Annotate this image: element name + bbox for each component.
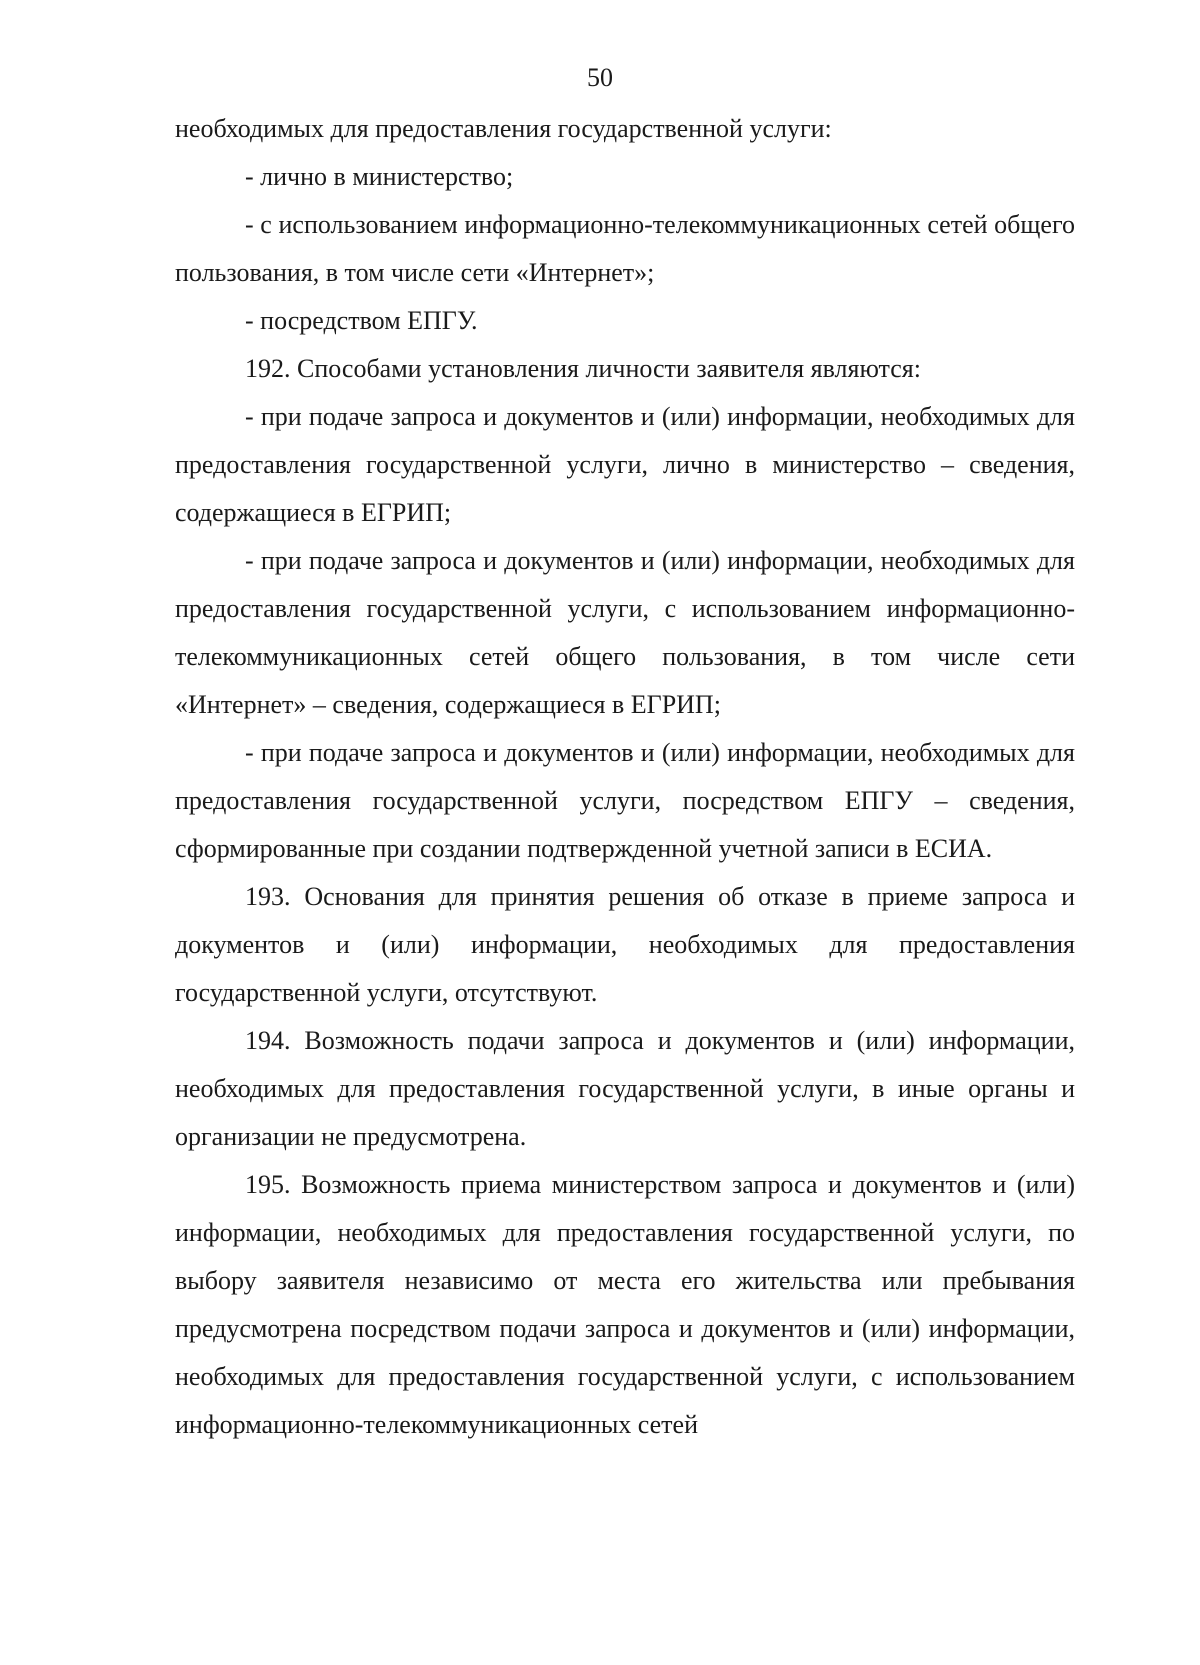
list-item-telecom-networks: - с использованием информационно-телекоммуникационных сетей общего пользования, в том числе сети «Интернет»; [175, 210, 1075, 287]
list-item-epgu: - посредством ЕПГУ. [245, 306, 478, 335]
list-item-identity-in-person: - при подаче запроса и документов и (или) информации, необходимых для предоставления государственной услуги, лично в министерство – сведения, содержащиеся в ЕГРИП; [175, 402, 1075, 527]
list-item-identity-epgu: - при подаче запроса и документов и (или) информации, необходимых для предоставления государственной услуги, посредством ЕПГУ – сведения, сформированные при создании подтвержденной учетной записи в ЕСИА. [175, 738, 1075, 863]
paragraph-194: 194. Возможность подачи запроса и документов и (или) информации, необходимых для предоставления государственной услуги, в иные органы и организации не предусмотрена. [175, 1026, 1075, 1151]
paragraph-193: 193. Основания для принятия решения об отказе в приеме запроса и документов и (или) информации, необходимых для предоставления государственной услуги, отсутствуют. [175, 882, 1075, 1007]
paragraph-195: 195. Возможность приема министерством запроса и документов и (или) информации, необходимых для предоставления государственной услуги, по выбору заявителя независимо от места его жительства или пребывания предусмотрена посредством подачи запроса и документов и (или) информации, необходимых для предоставления государственной услуги, с использованием информационно-телекоммуникационных сетей [175, 1170, 1075, 1439]
paragraph-continuation: необходимых для предоставления государственной услуги: [175, 114, 832, 143]
document-body [175, 105, 1075, 1449]
list-item-in-person: - лично в министерство; [245, 162, 514, 191]
page-number: 50 [587, 63, 613, 92]
list-item-identity-internet: - при подаче запроса и документов и (или) информации, необходимых для предоставления государственной услуги, с использованием информационно-телекоммуникационных сетей общего пользования, в том числе сети «Интернет» – сведения, содержащиеся в ЕГРИП; [175, 546, 1075, 719]
paragraph-192: 192. Способами установления личности заявителя являются: [245, 354, 921, 383]
